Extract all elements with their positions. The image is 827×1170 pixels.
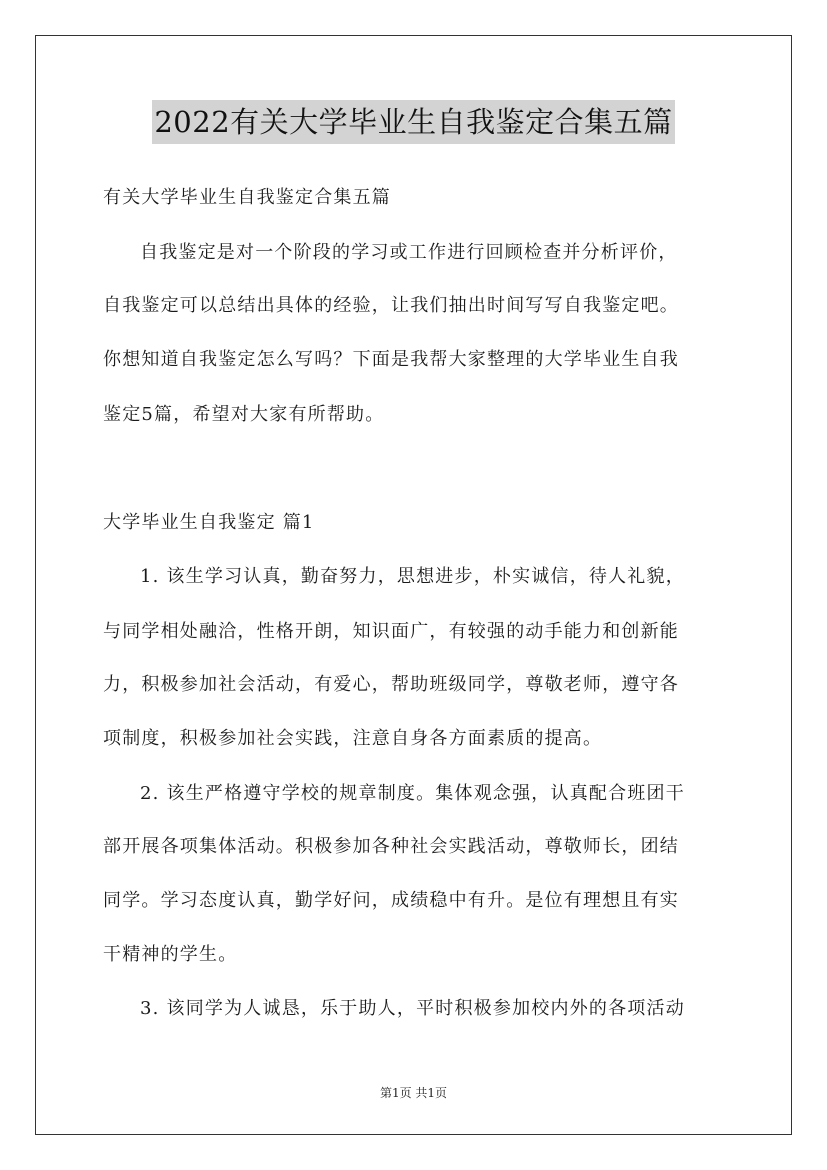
page-footer: 第1页 共1页 — [379, 1086, 448, 1100]
item2-line: 2. 该生严格遵守学校的规章制度。集体观念强，认真配合班团干 — [140, 783, 685, 804]
item1-line: 力，积极参加社会活动，有爱心，帮助班级同学，尊敬老师，遵守各 — [103, 674, 679, 695]
section-heading: 大学毕业生自我鉴定 篇1 — [103, 512, 315, 533]
title-container — [0, 100, 827, 144]
subtitle: 有关大学毕业生自我鉴定合集五篇 — [103, 187, 391, 208]
item1-line: 与同学相处融洽，性格开朗，知识面广，有较强的动手能力和创新能 — [103, 621, 679, 642]
item2-line: 同学。学习态度认真，勤学好问，成绩稳中有升。是位有理想且有实 — [103, 890, 679, 911]
intro-line: 自我鉴定是对一个阶段的学习或工作进行回顾检查并分析评价， — [140, 242, 678, 263]
intro-line: 你想知道自我鉴定怎么写吗？下面是我帮大家整理的大学毕业生自我 — [103, 349, 679, 370]
item3-line: 3. 该同学为人诚恳，乐于助人，平时积极参加校内外的各项活动 — [140, 998, 685, 1019]
item1-line: 项制度，积极参加社会实践，注意自身各方面素质的提高。 — [103, 728, 603, 749]
intro-line: 鉴定5篇，希望对大家有所帮助。 — [103, 404, 385, 425]
page-title: 2022有关大学毕业生自我鉴定合集五篇 — [152, 100, 674, 144]
item1-line: 1. 该生学习认真，勤奋努力，思想进步，朴实诚信，待人礼貌， — [140, 566, 685, 587]
item2-line: 干精神的学生。 — [103, 944, 238, 965]
intro-line: 自我鉴定可以总结出具体的经验，让我们抽出时间写写自我鉴定吧。 — [103, 295, 679, 316]
item2-line: 部开展各项集体活动。积极参加各种社会实践活动，尊敬师长，团结 — [103, 836, 679, 857]
